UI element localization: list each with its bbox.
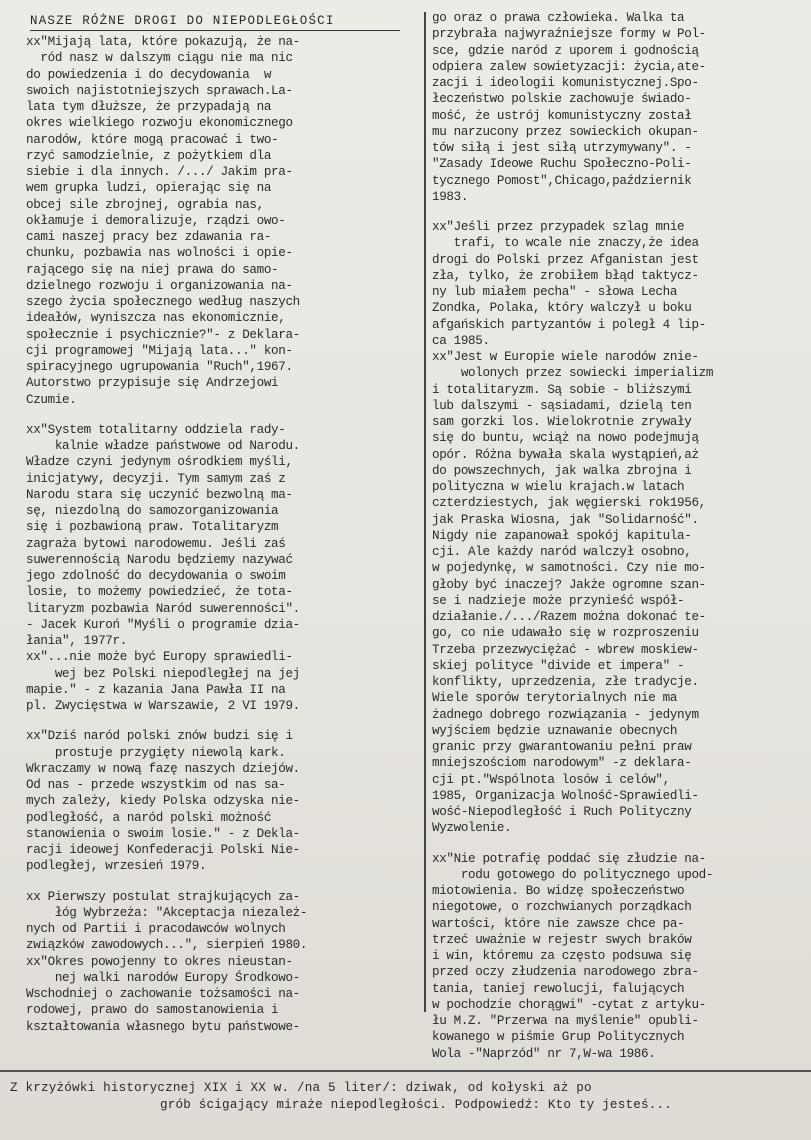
text-line: tów siłą i jest siłą utrzymywany". - (432, 141, 692, 155)
text-line: miotowienia. Bo widzę społeczeństwo (432, 884, 685, 898)
text-line: xx"Nie potrafię poddać się złudzie na- (432, 851, 706, 866)
text-line: 1983. (432, 189, 469, 204)
text-line: siebie i dla innych. /.../ Jakim pra- (26, 165, 293, 179)
text-line: ny lub miałem pecha" - słowa Lecha (432, 285, 678, 299)
text-line: xx"Mijają lata, które pokazują, że na- (26, 35, 300, 49)
text-line: mapie." - z kazania Jana Pawła II na (26, 682, 286, 697)
text-line: sę, niezdolną do samozorganizowania (26, 504, 279, 518)
text-line: Autorstwo przypisuje się Andrzejowi (26, 376, 279, 391)
text-line: podległej, wrzesień 1979. (26, 859, 207, 874)
text-line: suwerennością Narodu będziemy nazywać (26, 552, 293, 567)
text-line: ca 1985. (432, 333, 490, 348)
text-line: żadnego dobrego rozwiązania - jedynym (432, 707, 699, 722)
text-line: kształtowania własnego bytu państwowe- (26, 1019, 300, 1034)
paragraph-gap (432, 205, 810, 219)
text-line: i win, któremu za często podsuwa się (432, 949, 692, 963)
text-line: łeczeństwo polskie zachowuje świado- (432, 92, 692, 107)
text-line: rodowej, prawo do samostanowienia i (26, 1003, 279, 1018)
right-column (432, 10, 810, 1062)
text-line: nej walki narodów Europy Środkowo- (26, 970, 300, 985)
text-line: narodów, które mogą pracować i two- (26, 132, 279, 147)
text-line: okres wielkiego rozwoju ekonomicznego (26, 116, 293, 131)
text-line: ród nasz w dalszym ciągu nie ma nic (26, 51, 293, 66)
text-line: wość-Niepodległość i Ruch Polityczny (432, 805, 692, 819)
text-line: Wschodniej o zachowanie tożsamości na- (26, 987, 300, 1001)
text-line: mych zależy, kiedy Polska odzyska nie- (26, 794, 300, 809)
text-line: zagraża bytowi narodowemu. Jeśli zaś (26, 536, 286, 551)
text-line: opór. Różna bywała skala wystąpień,aż (432, 447, 699, 462)
text-line: tania, taniej rewolucji, falujących (432, 981, 685, 996)
text-line: konflikty, uprzedzenia, złe tradycje. (432, 675, 699, 689)
text-line: cami naszej pracy bez zdawania ra- (26, 230, 272, 244)
text-line: Nigdy nie zapanował spokój kapitula- (432, 528, 692, 543)
quote-paragraph (26, 728, 418, 874)
text-line: sce, gdzie naród z uporem i godnością (432, 43, 699, 58)
left-column (26, 34, 418, 1035)
text-line: go, co nie udawało się w rozproszeniu (432, 626, 699, 641)
text-line: lub dalszymi - sąsiadami, dzielą ten (432, 398, 692, 413)
text-line: w pojedynkę, w samotności. Czy nie mo- (432, 561, 706, 576)
text-line: Czumie. (26, 392, 77, 407)
paragraph-gap (26, 714, 418, 728)
quote-paragraph (26, 889, 418, 1035)
text-line: sam gorzki los. Wielokrotnie zrywały (432, 415, 692, 429)
text-line: przybrała najwyraźniejsze formy w Pol- (432, 27, 706, 42)
text-line: mu narzucony przez sowieckich okupan- (432, 124, 699, 139)
text-line: pl. Zwycięstwa w Warszawie, 2 VI 1979. (26, 699, 300, 713)
text-line: inicjatywy, decyzji. Tym samym zaś z (26, 471, 286, 486)
text-line: losie, to możemy powiedzieć, że tota- (26, 585, 293, 600)
text-line: do powiedzenia i do decydowania w (26, 67, 272, 82)
text-line: xx"System totalitarny oddziela rady- (26, 422, 286, 437)
text-line: obcej sile zbrojnej, ograbia nas, (26, 197, 264, 212)
text-line: związków zawodowych...", sierpień 1980. (26, 938, 308, 953)
text-line: wartości, które nie zawsze chce pa- (432, 916, 685, 931)
text-line: zła, tylko, że zrobiłem błąd taktycz- (432, 268, 699, 283)
text-line: xx"Jest w Europie wiele narodów znie- (432, 350, 699, 364)
text-line: go oraz o prawa człowieka. Walka ta (432, 11, 685, 25)
text-line: niegotowe, o rozchwianych porządkach (432, 900, 692, 915)
text-line: podległość, a naród polski możność (26, 810, 272, 825)
text-line: jego zdolność do decydowania o swoim (26, 569, 286, 583)
text-line: zacji i ideologii komunistycznej.Spo- (432, 76, 699, 90)
text-line: społecznie i psychicznie?"- z Deklara- (26, 327, 300, 342)
text-line: Władze czyni jedynym ośrodkiem myśli, (26, 455, 293, 470)
text-line: działanie./.../Razem można dokonać te- (432, 610, 706, 624)
text-line: trafi, to wcale nie znaczy,że idea (432, 236, 699, 251)
text-line: Trzeba przezwyciężać - wbrew moskiew- (432, 642, 699, 657)
text-line: cji. Ale każdy naród walczył osobno, (432, 545, 692, 559)
footer-rule (0, 1070, 811, 1072)
text-line: łu M.Z. "Przerwa na myślenie" opubli- (432, 1014, 699, 1028)
text-line: wem grupka ludzi, opierając się na (26, 181, 272, 196)
text-line: litaryzm pozbawia Naród suwerenności". (26, 601, 300, 616)
text-line: rającego się na niej prawa do samo- (26, 262, 279, 277)
paragraph-gap (26, 408, 418, 422)
footer-note (10, 1080, 805, 1114)
text-line: chunku, pozbawia nas wolności i opie- (26, 246, 293, 261)
text-line: w pochodzie chorągwi" -cytat z artyku- (432, 997, 706, 1012)
text-line: łóg Wybrzeża: "Akceptacja niezależ- (26, 905, 308, 920)
text-line: xx Pierwszy postulat strajkujących za- (26, 889, 300, 904)
text-line: rodu gotowego do politycznego upod- (432, 867, 714, 882)
text-line: swoich najistotniejszych sprawach.La- (26, 83, 293, 98)
text-line: cji programowej "Mijają lata..." kon- (26, 343, 293, 358)
text-line: tycznego Pomost",Chicago,październik (432, 173, 692, 188)
text-line: Wyzwolenie. (432, 821, 512, 836)
text-line: do powszechnych, jak walka zbrojna i (432, 463, 692, 478)
text-line: wyjściem będzie uznawanie obecnych (432, 723, 678, 738)
text-line: cji pt."Wspólnota losów i celów", (432, 772, 670, 787)
text-line: prostuje przygięty niewolą kark. (26, 745, 286, 760)
text-line: xx"...nie może być Europy sprawiedli- (26, 650, 293, 665)
text-line: Wkraczamy w nową fazę naszych dziejów. (26, 761, 300, 776)
text-line: Wiele sporów terytorialnych nie ma (432, 691, 678, 706)
column-divider (424, 12, 426, 1012)
text-line: spiracyjnego ugrupowania "Ruch",1967. (26, 360, 293, 374)
text-line: rzyć samodzielnie, z pożytkiem dla (26, 148, 272, 163)
text-line: się do buntu, wciąż na nowo podejmują (432, 431, 699, 446)
text-line: xx"Dziś naród polski znów budzi się i (26, 729, 293, 744)
page-title: NASZE RÓŻNE DROGI DO NIEPODLEGŁOŚCI (30, 14, 400, 31)
text-line: Zondka, Polaka, który walczył u boku (432, 301, 692, 316)
text-line: Od nas - przede wszystkim od nas sa- (26, 778, 286, 792)
text-line: - Jacek Kuroń "Myśli o programie dzia- (26, 617, 300, 632)
text-line: wej bez Polski niepodległej na jej (26, 666, 300, 681)
footer-line-1: Z krzyżówki historycznej XIX i XX w. /na 5 liter/: dziwak, od kołyski aż po (10, 1081, 592, 1095)
text-line: skiej polityce "divide et impera" - (432, 658, 685, 673)
text-line: granic przy gwarantowaniu pełni praw (432, 740, 692, 754)
text-line: kalnie władze państwowe od Narodu. (26, 439, 300, 453)
quote-paragraph (26, 422, 418, 715)
text-line: xx"Okres powojenny to okres nieustan- (26, 954, 293, 969)
quote-paragraph (432, 10, 810, 205)
text-line: wolonych przez sowiecki imperializm (432, 366, 714, 381)
text-line: mniejszościom narodowym" -z deklara- (432, 756, 692, 771)
text-line: kowanego w piśmie Grup Politycznych (432, 1030, 685, 1045)
text-line: czterdziestych, jak węgierski rok1956, (432, 496, 706, 511)
text-line: ideałów, wyniszcza nas ekonomicznie, (26, 311, 286, 326)
text-line: Wola -"Naprzód" nr 7,W-wa 1986. (432, 1046, 656, 1061)
text-line: i totalitaryzm. Są sobie - bliższymi (432, 382, 692, 397)
text-line: "Zasady Ideowe Ruchu Społeczno-Poli- (432, 157, 692, 172)
text-line: se i nadzieje może przynieść współ- (432, 593, 685, 608)
text-line: Narodu stara się uczynić bezwolną ma- (26, 487, 293, 502)
text-line: głoby być inaczej? Jakże ogromne szan- (432, 577, 706, 592)
text-line: okłamuje i demoralizuje, rządzi owo- (26, 213, 286, 228)
text-line: lata tym dłuższe, że przypadają na (26, 100, 272, 114)
text-line: odpiera zalew sowietyzacji: życia,ate- (432, 59, 706, 74)
text-line: drogi do Polski przez Afganistan jest (432, 252, 699, 267)
text-line: szego życia społecznego według naszych (26, 295, 300, 309)
text-line: się i pozbawioną praw. Totalitaryzm (26, 520, 279, 535)
quote-paragraph (432, 219, 810, 837)
text-line: trzeć uważnie w rejestr swych braków (432, 932, 692, 947)
text-line: jak Praska Wiosna, jak "Solidarność". (432, 512, 699, 527)
text-line: przed oczy złudzenia narodowego zbra- (432, 965, 699, 980)
footer-line-2: grób ścigający miraże niepodległości. Podpowiedź: Kto ty jesteś... (160, 1098, 672, 1112)
paragraph-gap (432, 837, 810, 851)
text-line: nych od Partii i pracodawców wolnych (26, 922, 286, 936)
text-line: racji ideowej Konfederacji Polski Nie- (26, 843, 300, 857)
text-line: polityczna w wielu krajach.w latach (432, 480, 685, 494)
text-line: mość, że ustrój komunistyczny został (432, 108, 692, 123)
text-line: xx"Jeśli przez przypadek szlag mnie (432, 220, 685, 234)
text-line: dzielnego rozwoju i organizowania na- (26, 278, 293, 293)
paragraph-gap (26, 875, 418, 889)
text-line: 1985, Organizacja Wolność-Sprawiedli- (432, 788, 699, 803)
quote-paragraph (432, 851, 810, 1062)
quote-paragraph (26, 34, 418, 408)
text-line: afgańskich partyzantów i poległ 4 lip- (432, 317, 706, 332)
text-line: stanowienia o swoim losie." - z Dekla- (26, 826, 300, 841)
text-line: łania", 1977r. (26, 634, 127, 648)
